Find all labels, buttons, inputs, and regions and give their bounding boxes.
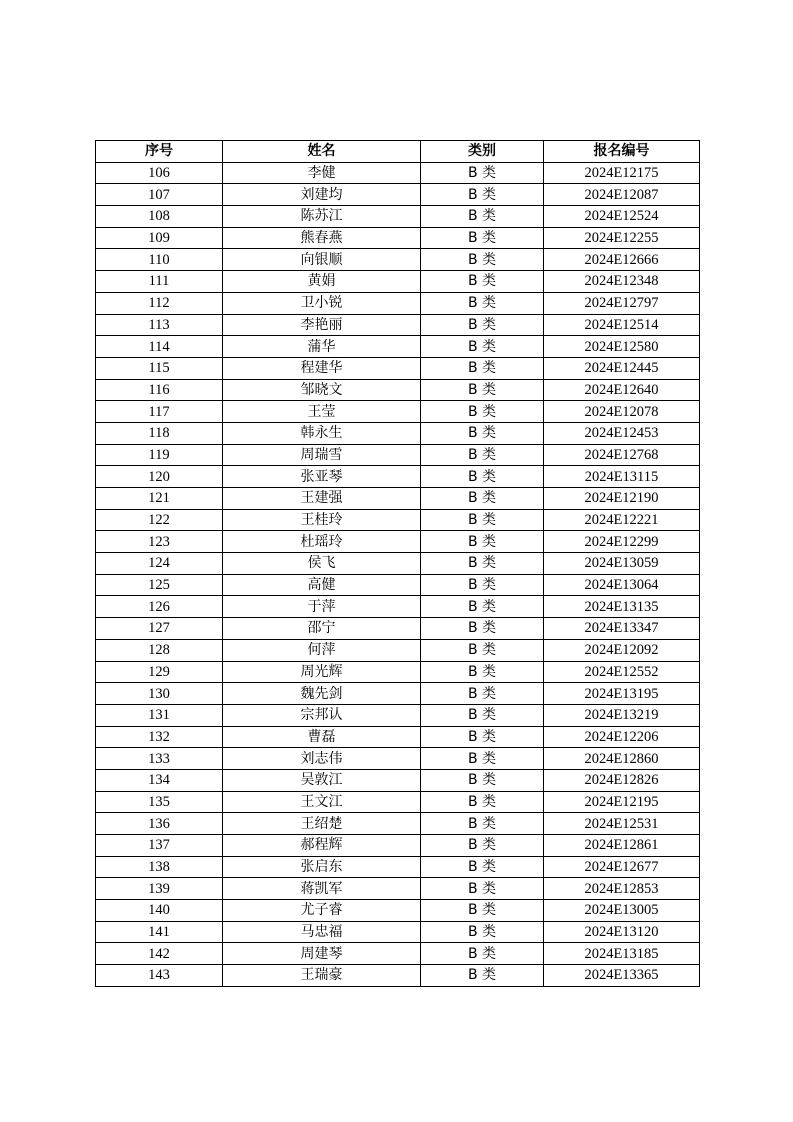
cell-registration-number: 2024E12078 xyxy=(544,401,700,423)
cell-name: 何萍 xyxy=(223,639,421,661)
table-row xyxy=(96,357,700,379)
cell-registration-number: 2024E13347 xyxy=(544,618,700,640)
cell-serial-number: 122 xyxy=(96,509,223,531)
cell-name: 邵宁 xyxy=(223,618,421,640)
cell-serial-number: 120 xyxy=(96,466,223,488)
header-name: 姓名 xyxy=(223,141,421,163)
cell-category: B 类 xyxy=(421,531,544,553)
cell-serial-number: 142 xyxy=(96,943,223,965)
table-row xyxy=(96,444,700,466)
table-row xyxy=(96,184,700,206)
table-header-row xyxy=(96,141,700,163)
cell-name: 高健 xyxy=(223,574,421,596)
cell-name: 王瑞豪 xyxy=(223,965,421,987)
header-registration-number: 报名编号 xyxy=(544,141,700,163)
table-row xyxy=(96,531,700,553)
cell-name: 卫小锐 xyxy=(223,292,421,314)
table-row xyxy=(96,856,700,878)
table-row xyxy=(96,162,700,184)
table-row xyxy=(96,965,700,987)
cell-registration-number: 2024E12666 xyxy=(544,249,700,271)
cell-category: B 类 xyxy=(421,748,544,770)
table-row xyxy=(96,379,700,401)
cell-name: 邹晓文 xyxy=(223,379,421,401)
cell-registration-number: 2024E13219 xyxy=(544,704,700,726)
cell-category: B 类 xyxy=(421,683,544,705)
table-row xyxy=(96,249,700,271)
cell-category: B 类 xyxy=(421,444,544,466)
cell-registration-number: 2024E13365 xyxy=(544,965,700,987)
cell-category: B 类 xyxy=(421,162,544,184)
cell-category: B 类 xyxy=(421,596,544,618)
cell-registration-number: 2024E13195 xyxy=(544,683,700,705)
table-row xyxy=(96,227,700,249)
table-row xyxy=(96,271,700,293)
cell-serial-number: 108 xyxy=(96,206,223,228)
cell-serial-number: 132 xyxy=(96,726,223,748)
cell-name: 郝程辉 xyxy=(223,835,421,857)
table-row xyxy=(96,401,700,423)
table-row xyxy=(96,466,700,488)
cell-category: B 类 xyxy=(421,314,544,336)
cell-serial-number: 113 xyxy=(96,314,223,336)
header-serial-number: 序号 xyxy=(96,141,223,163)
table-row xyxy=(96,488,700,510)
cell-registration-number: 2024E12853 xyxy=(544,878,700,900)
cell-category: B 类 xyxy=(421,553,544,575)
cell-serial-number: 140 xyxy=(96,900,223,922)
cell-serial-number: 116 xyxy=(96,379,223,401)
cell-category: B 类 xyxy=(421,574,544,596)
cell-registration-number: 2024E13120 xyxy=(544,921,700,943)
cell-category: B 类 xyxy=(421,639,544,661)
cell-category: B 类 xyxy=(421,813,544,835)
table-row xyxy=(96,748,700,770)
table-row xyxy=(96,618,700,640)
cell-registration-number: 2024E12768 xyxy=(544,444,700,466)
cell-category: B 类 xyxy=(421,856,544,878)
table-row xyxy=(96,683,700,705)
cell-registration-number: 2024E12514 xyxy=(544,314,700,336)
cell-serial-number: 119 xyxy=(96,444,223,466)
cell-registration-number: 2024E12092 xyxy=(544,639,700,661)
cell-name: 张启东 xyxy=(223,856,421,878)
cell-registration-number: 2024E12580 xyxy=(544,336,700,358)
table-row xyxy=(96,596,700,618)
cell-serial-number: 138 xyxy=(96,856,223,878)
cell-serial-number: 115 xyxy=(96,357,223,379)
cell-name: 马忠福 xyxy=(223,921,421,943)
cell-category: B 类 xyxy=(421,921,544,943)
cell-category: B 类 xyxy=(421,943,544,965)
cell-category: B 类 xyxy=(421,618,544,640)
cell-name: 于萍 xyxy=(223,596,421,618)
cell-name: 周建琴 xyxy=(223,943,421,965)
cell-serial-number: 111 xyxy=(96,271,223,293)
table-row xyxy=(96,900,700,922)
cell-serial-number: 118 xyxy=(96,422,223,444)
table-row xyxy=(96,835,700,857)
cell-registration-number: 2024E12860 xyxy=(544,748,700,770)
cell-serial-number: 141 xyxy=(96,921,223,943)
cell-category: B 类 xyxy=(421,769,544,791)
table-body xyxy=(96,162,700,986)
cell-name: 韩永生 xyxy=(223,422,421,444)
cell-registration-number: 2024E13064 xyxy=(544,574,700,596)
table-row xyxy=(96,553,700,575)
cell-serial-number: 133 xyxy=(96,748,223,770)
table-row xyxy=(96,726,700,748)
cell-serial-number: 112 xyxy=(96,292,223,314)
cell-registration-number: 2024E13115 xyxy=(544,466,700,488)
cell-name: 李健 xyxy=(223,162,421,184)
cell-serial-number: 127 xyxy=(96,618,223,640)
cell-name: 王桂玲 xyxy=(223,509,421,531)
table-row xyxy=(96,813,700,835)
cell-serial-number: 130 xyxy=(96,683,223,705)
cell-category: B 类 xyxy=(421,184,544,206)
cell-serial-number: 121 xyxy=(96,488,223,510)
cell-serial-number: 109 xyxy=(96,227,223,249)
cell-name: 张亚琴 xyxy=(223,466,421,488)
roster-table-container xyxy=(95,140,699,987)
cell-name: 周瑞雪 xyxy=(223,444,421,466)
cell-registration-number: 2024E12552 xyxy=(544,661,700,683)
cell-registration-number: 2024E13135 xyxy=(544,596,700,618)
cell-registration-number: 2024E12445 xyxy=(544,357,700,379)
table-row xyxy=(96,336,700,358)
cell-name: 侯飞 xyxy=(223,553,421,575)
cell-category: B 类 xyxy=(421,900,544,922)
table-row xyxy=(96,422,700,444)
cell-registration-number: 2024E12206 xyxy=(544,726,700,748)
table-row xyxy=(96,509,700,531)
cell-name: 曹磊 xyxy=(223,726,421,748)
cell-serial-number: 139 xyxy=(96,878,223,900)
table-row xyxy=(96,878,700,900)
cell-name: 黄娟 xyxy=(223,271,421,293)
cell-name: 李艳丽 xyxy=(223,314,421,336)
table-row xyxy=(96,661,700,683)
cell-serial-number: 131 xyxy=(96,704,223,726)
cell-name: 刘志伟 xyxy=(223,748,421,770)
cell-name: 周光辉 xyxy=(223,661,421,683)
cell-registration-number: 2024E12348 xyxy=(544,271,700,293)
cell-registration-number: 2024E13185 xyxy=(544,943,700,965)
cell-category: B 类 xyxy=(421,401,544,423)
cell-registration-number: 2024E12221 xyxy=(544,509,700,531)
cell-registration-number: 2024E12175 xyxy=(544,162,700,184)
cell-serial-number: 128 xyxy=(96,639,223,661)
cell-category: B 类 xyxy=(421,466,544,488)
cell-category: B 类 xyxy=(421,227,544,249)
cell-serial-number: 124 xyxy=(96,553,223,575)
table-row xyxy=(96,639,700,661)
cell-category: B 类 xyxy=(421,336,544,358)
cell-category: B 类 xyxy=(421,488,544,510)
cell-name: 陈苏江 xyxy=(223,206,421,228)
cell-category: B 类 xyxy=(421,726,544,748)
cell-category: B 类 xyxy=(421,271,544,293)
cell-registration-number: 2024E12524 xyxy=(544,206,700,228)
cell-name: 吴敦江 xyxy=(223,769,421,791)
table-row xyxy=(96,791,700,813)
cell-serial-number: 125 xyxy=(96,574,223,596)
roster-table xyxy=(95,140,700,987)
cell-category: B 类 xyxy=(421,357,544,379)
cell-registration-number: 2024E12190 xyxy=(544,488,700,510)
cell-name: 王莹 xyxy=(223,401,421,423)
table-row xyxy=(96,574,700,596)
cell-name: 杜瑶玲 xyxy=(223,531,421,553)
cell-registration-number: 2024E12255 xyxy=(544,227,700,249)
cell-registration-number: 2024E12677 xyxy=(544,856,700,878)
cell-name: 王文江 xyxy=(223,791,421,813)
cell-category: B 类 xyxy=(421,704,544,726)
cell-registration-number: 2024E12195 xyxy=(544,791,700,813)
cell-name: 王绍楚 xyxy=(223,813,421,835)
cell-name: 程建华 xyxy=(223,357,421,379)
cell-serial-number: 126 xyxy=(96,596,223,618)
cell-serial-number: 117 xyxy=(96,401,223,423)
cell-serial-number: 135 xyxy=(96,791,223,813)
cell-serial-number: 137 xyxy=(96,835,223,857)
cell-category: B 类 xyxy=(421,206,544,228)
cell-name: 蒋凯军 xyxy=(223,878,421,900)
cell-registration-number: 2024E13059 xyxy=(544,553,700,575)
cell-registration-number: 2024E12299 xyxy=(544,531,700,553)
cell-category: B 类 xyxy=(421,835,544,857)
cell-registration-number: 2024E12861 xyxy=(544,835,700,857)
cell-serial-number: 110 xyxy=(96,249,223,271)
cell-category: B 类 xyxy=(421,379,544,401)
table-row xyxy=(96,704,700,726)
table-row xyxy=(96,314,700,336)
table-row xyxy=(96,921,700,943)
cell-serial-number: 114 xyxy=(96,336,223,358)
cell-category: B 类 xyxy=(421,661,544,683)
cell-category: B 类 xyxy=(421,422,544,444)
cell-category: B 类 xyxy=(421,249,544,271)
cell-category: B 类 xyxy=(421,509,544,531)
cell-name: 尤子睿 xyxy=(223,900,421,922)
cell-category: B 类 xyxy=(421,791,544,813)
cell-serial-number: 123 xyxy=(96,531,223,553)
cell-name: 王建强 xyxy=(223,488,421,510)
cell-name: 熊春燕 xyxy=(223,227,421,249)
cell-registration-number: 2024E12087 xyxy=(544,184,700,206)
cell-serial-number: 106 xyxy=(96,162,223,184)
cell-serial-number: 129 xyxy=(96,661,223,683)
header-category: 类别 xyxy=(421,141,544,163)
cell-registration-number: 2024E13005 xyxy=(544,900,700,922)
cell-registration-number: 2024E12797 xyxy=(544,292,700,314)
table-row xyxy=(96,206,700,228)
cell-serial-number: 107 xyxy=(96,184,223,206)
cell-registration-number: 2024E12531 xyxy=(544,813,700,835)
cell-category: B 类 xyxy=(421,292,544,314)
cell-registration-number: 2024E12453 xyxy=(544,422,700,444)
cell-name: 蒲华 xyxy=(223,336,421,358)
cell-category: B 类 xyxy=(421,965,544,987)
cell-serial-number: 136 xyxy=(96,813,223,835)
cell-registration-number: 2024E12640 xyxy=(544,379,700,401)
cell-name: 宗邦认 xyxy=(223,704,421,726)
cell-name: 向银顺 xyxy=(223,249,421,271)
table-row xyxy=(96,943,700,965)
cell-name: 刘建均 xyxy=(223,184,421,206)
cell-name: 魏先剑 xyxy=(223,683,421,705)
table-row xyxy=(96,769,700,791)
table-row xyxy=(96,292,700,314)
cell-serial-number: 134 xyxy=(96,769,223,791)
cell-category: B 类 xyxy=(421,878,544,900)
cell-serial-number: 143 xyxy=(96,965,223,987)
cell-registration-number: 2024E12826 xyxy=(544,769,700,791)
